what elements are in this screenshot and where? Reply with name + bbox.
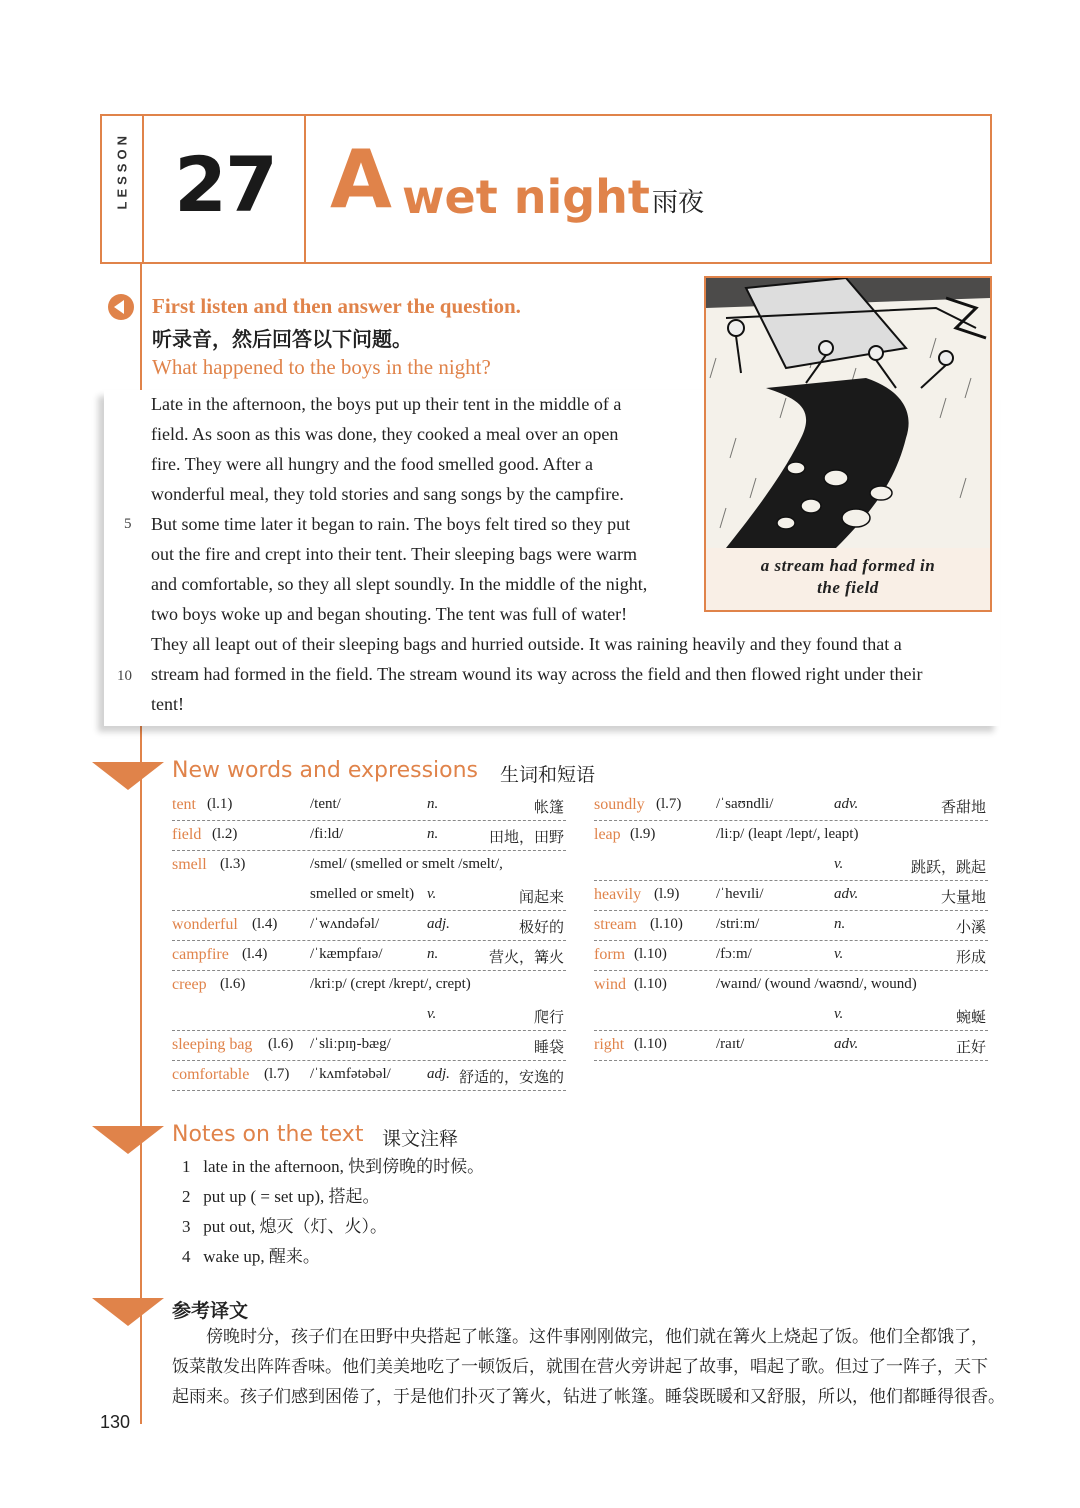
lesson-title: wet night	[402, 170, 650, 224]
new-words-heading: New words and expressions	[172, 758, 479, 783]
vocab-ref: (l.6)	[220, 976, 246, 992]
notes-heading-cn: 课文注释	[382, 1128, 459, 1150]
note-item	[182, 1212, 387, 1237]
lesson-label: LESSON	[114, 132, 130, 210]
vocab-ref: (l.10)	[634, 946, 667, 962]
vocab-phonetic: smelled or smelt)	[310, 886, 415, 902]
notes-heading: Notes on the text	[172, 1122, 364, 1147]
vocab-ref: (l.7)	[264, 1066, 290, 1082]
vocab-ref: (l.3)	[220, 856, 246, 872]
vocab-word: heavily	[594, 886, 642, 903]
vocab-meaning: 爬行	[533, 1010, 564, 1026]
vocab-phonetic: /ˈkʌmfətəbəl/	[310, 1066, 391, 1082]
vocab-word: smell	[172, 856, 207, 873]
vocab-word: wonderful	[172, 916, 238, 933]
vocab-phonetic: /ˈkæmpfaɪə/	[310, 946, 383, 962]
vocab-row	[594, 852, 988, 881]
vocab-word: stream	[594, 916, 637, 933]
passage-line: Late in the afternoon, the boys put up their tent in the middle of a	[151, 394, 622, 414]
line-number: 10	[117, 668, 132, 684]
vocab-pos: v.	[834, 1006, 844, 1022]
passage-line: But some time later it began to rain. The boys felt tired so they put	[151, 514, 631, 534]
vocab-row	[594, 792, 988, 821]
illustration-caption-line2: the field	[817, 578, 879, 597]
vocab-meaning: 小溪	[955, 920, 986, 936]
passage-line: fire. They were all hungry and the food smelled good. After a	[151, 454, 594, 474]
vocab-meaning: 形成	[955, 950, 986, 966]
vocab-row	[172, 822, 566, 851]
passage-line: two boys woke up and began shouting. The tent was full of water!	[151, 604, 628, 624]
passage-line: out the fire and crept into their tent. Their sleeping bags were warm	[151, 544, 637, 564]
vocab-pos: n.	[427, 826, 439, 842]
vocab-row	[172, 1062, 566, 1091]
vocab-phonetic: /kriːp/ (crept /krept/, crept)	[310, 976, 471, 992]
vocab-phonetic: /ˈwʌndəfəl/	[310, 916, 380, 932]
title-first-letter: A	[330, 133, 392, 226]
vocab-meaning: 蜿蜒	[955, 1010, 986, 1026]
vocab-row	[172, 852, 566, 880]
vocab-word: right	[594, 1036, 625, 1053]
vocab-meaning: 正好	[955, 1040, 986, 1056]
vocab-phonetic: /raɪt/	[716, 1036, 745, 1052]
vocab-phonetic: /ˈhevɪli/	[716, 886, 764, 902]
vocab-meaning: 极好的	[518, 920, 564, 936]
vocab-row	[172, 972, 566, 1000]
vocab-ref: (l.9)	[630, 826, 656, 842]
vocab-row	[594, 1002, 988, 1031]
vocab-word: leap	[594, 826, 621, 843]
translation-line: 傍晚时分，孩子们在田野中央搭起了帐篷。这件事刚刚做完，他们就在篝火上烧起了饭。他们全都饿了，	[172, 1327, 988, 1346]
speaker-icon-glyph	[114, 300, 124, 314]
lesson-number: 27	[174, 140, 276, 229]
pen-icon	[92, 1126, 164, 1154]
vocab-word: campfire	[172, 946, 229, 963]
note-item	[182, 1242, 320, 1267]
vocab-phonetic: /fɔːm/	[716, 946, 752, 962]
line-number: 5	[124, 516, 132, 532]
vocab-ref: (l.2)	[212, 826, 238, 842]
note-item	[182, 1152, 484, 1177]
vocab-meaning: 田地，田野	[488, 830, 564, 846]
note-number: 2	[182, 1187, 191, 1206]
translation-line: 起雨来。孩子们感到困倦了，于是他们扑灭了篝火，钻进了帐篷。睡袋既暖和又舒服，所以，他们都睡得很香。	[172, 1387, 1005, 1406]
vocab-word: soundly	[594, 796, 645, 813]
vocab-meaning: 舒适的，安逸的	[458, 1070, 564, 1086]
note-number: 3	[182, 1217, 191, 1236]
vocab-meaning: 帐篷	[533, 800, 564, 816]
passage-line: and comfortable, so they all slept soundly. In the middle of the night,	[151, 574, 648, 594]
key-icon	[92, 1298, 164, 1326]
listen-instruction-cn: 听录音，然后回答以下问题。	[152, 329, 412, 351]
note-text: late in the afternoon, 快到傍晚的时候。	[203, 1157, 485, 1176]
vocab-meaning: 营火，篝火	[488, 950, 564, 966]
vocab-ref: (l.6)	[268, 1036, 294, 1052]
vocab-pos: n.	[427, 946, 439, 962]
vocab-meaning: 闻起来	[518, 890, 564, 906]
note-text: wake up, 醒来。	[203, 1247, 320, 1266]
passage-line: tent!	[151, 694, 184, 714]
listen-instruction-en: First listen and then answer the question.	[152, 294, 521, 318]
note-text: put out, 熄灭（灯、火）。	[203, 1217, 387, 1236]
vocab-phonetic: /fiːld/	[310, 826, 344, 842]
vocab-word: form	[594, 946, 626, 963]
vocab-phonetic: /liːp/ (leapt /lept/, leapt)	[716, 826, 859, 842]
vocab-pos: adv.	[834, 886, 859, 902]
passage-line: stream had formed in the field. The stream wound its way across the field and then flowed right under their	[151, 664, 923, 684]
translation-line: 饭菜散发出阵阵香味。他们美美地吃了一顿饭后，就围在营火旁讲起了故事，唱起了歌。但过了一阵子，天下	[172, 1357, 988, 1376]
lightbulb-icon	[92, 762, 164, 790]
passage-line: They all leapt out of their sleeping bags and hurried outside. It was raining heavily and they found that a	[151, 634, 902, 654]
lesson-title-cn: 雨夜	[652, 188, 705, 218]
vocab-row	[594, 822, 988, 850]
vocab-ref: (l.4)	[242, 946, 268, 962]
vocab-word: sleeping bag	[172, 1036, 253, 1053]
vocab-phonetic: /ˈsaʊndli/	[716, 796, 774, 812]
vocab-phonetic: /tent/	[310, 796, 341, 812]
vocab-pos: adv.	[834, 796, 859, 812]
vocab-ref: (l.1)	[207, 796, 233, 812]
new-words-heading-cn: 生词和短语	[500, 764, 596, 786]
vocab-ref: (l.4)	[252, 916, 278, 932]
note-item	[182, 1182, 380, 1207]
vocab-word: wind	[594, 976, 626, 993]
vocab-row	[594, 972, 988, 1000]
vocab-meaning: 跳跃，跳起	[910, 860, 986, 876]
vocab-word: field	[172, 826, 202, 843]
vocab-ref: (l.10)	[650, 916, 683, 932]
vocab-phonetic: /striːm/	[716, 916, 760, 932]
note-number: 1	[182, 1157, 191, 1176]
vocab-phonetic: /ˈsliːpɪŋ-bæg/	[310, 1036, 391, 1052]
vocab-row	[172, 1032, 566, 1061]
vocab-pos: adv.	[834, 1036, 859, 1052]
note-text: put up ( = set up), 搭起。	[203, 1187, 380, 1206]
vocab-row	[172, 942, 566, 971]
comprehension-question: What happened to the boys in the night?	[152, 355, 491, 379]
note-number: 4	[182, 1247, 191, 1266]
vocab-ref: (l.10)	[634, 976, 667, 992]
vocab-ref: (l.10)	[634, 1036, 667, 1052]
translation-heading: 参考译文	[172, 1300, 249, 1322]
vocab-row	[594, 942, 988, 971]
illustration-image	[706, 278, 990, 548]
vocab-meaning: 睡袋	[533, 1040, 564, 1056]
vocab-row	[172, 1002, 566, 1031]
page-number: 130	[100, 1412, 131, 1432]
vocab-word: tent	[172, 796, 196, 813]
vocab-word: comfortable	[172, 1066, 250, 1083]
vocab-pos: v.	[427, 886, 437, 902]
vocab-pos: v.	[834, 856, 844, 872]
vocab-row	[594, 1032, 988, 1061]
vocab-meaning: 香甜地	[940, 800, 986, 816]
vocab-row	[172, 792, 566, 821]
vocab-word: creep	[172, 976, 207, 993]
illustration-caption-line1: a stream had formed in	[760, 556, 936, 575]
passage-line: field. As soon as this was done, they cooked a meal over an open	[151, 424, 619, 444]
vocab-pos: adj.	[427, 916, 450, 932]
vocab-row	[594, 882, 988, 911]
vocab-pos: n.	[427, 796, 439, 812]
vocab-phonetic: /waɪnd/ (wound /waʊnd/, wound)	[716, 976, 917, 992]
vocab-row	[172, 882, 566, 911]
vocab-pos: v.	[834, 946, 844, 962]
vocab-ref: (l.7)	[656, 796, 682, 812]
vocab-pos: adj.	[427, 1066, 450, 1082]
vocab-ref: (l.9)	[654, 886, 680, 902]
vocab-row	[594, 912, 988, 941]
vocab-meaning: 大量地	[940, 890, 986, 906]
vocab-row	[172, 912, 566, 941]
vocab-pos: v.	[427, 1006, 437, 1022]
vocab-phonetic: /smel/ (smelled or smelt /smelt/,	[310, 856, 503, 872]
vocab-pos: n.	[834, 916, 846, 932]
passage-line: wonderful meal, they told stories and sang songs by the campfire.	[151, 484, 624, 504]
